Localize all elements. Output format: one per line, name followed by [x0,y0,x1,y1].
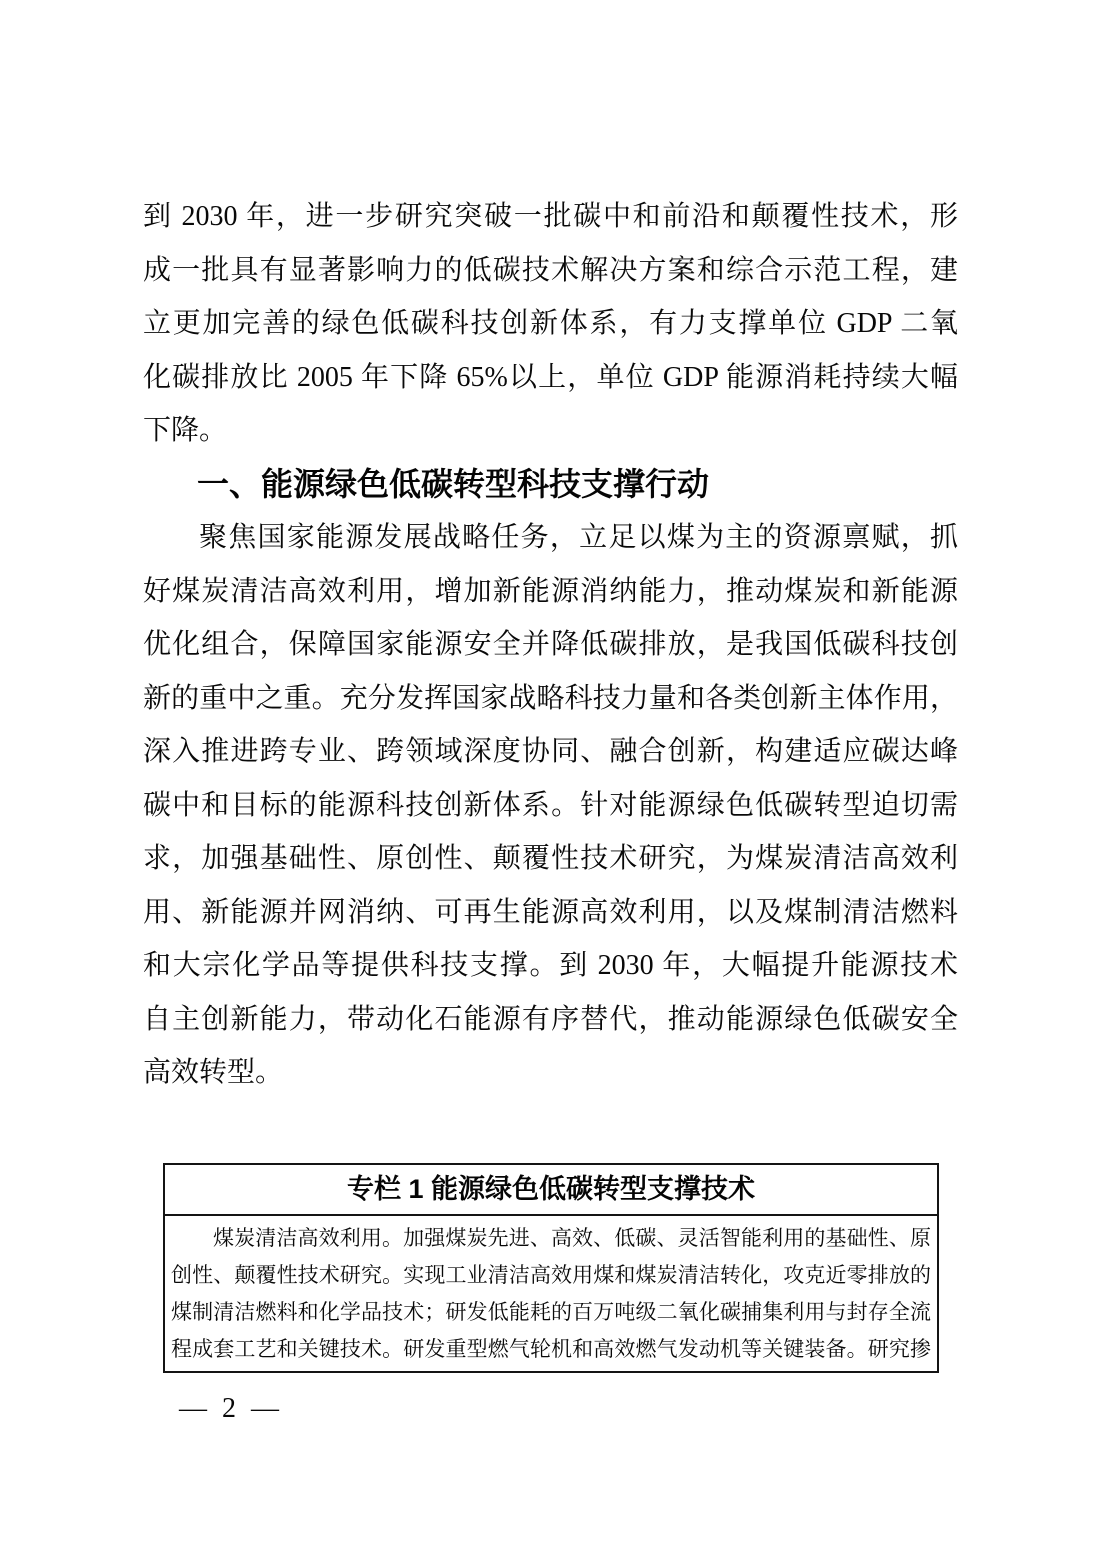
text-line: 求，加强基础性、原创性、颠覆性技术研究，为煤炭清洁高效利 [143,843,958,874]
text-line: 高效转型。 [143,1057,284,1088]
text-line: 深入推进跨专业、跨领域深度协同、融合创新，构建适应碳达峰 [143,736,958,767]
text-line: 碳中和目标的能源科技创新体系。针对能源绿色低碳转型迫切需 [143,789,958,821]
text-line: 用、新能源并网消纳、可再生能源高效利用，以及煤制清洁燃料 [143,896,958,928]
text-line: 立更加完善的绿色低碳科技创新体系，有力支撑单位 GDP 二氧 [143,308,958,339]
page-number: — 2 — [179,1392,279,1424]
text-line: 到 2030 年，进一步研究突破一批碳中和前沿和颠覆性技术，形 [143,201,958,232]
text-line: 好煤炭清洁高效利用，增加新能源消纳能力，推动煤炭和新能源 [143,575,958,607]
section-1-heading: 一、能源绿色低碳转型科技支撑行动 [197,465,710,502]
text-line: 下降。 [143,415,228,446]
column-box-body [165,1216,937,1371]
text-line: 优化组合，保障国家能源安全并降低碳排放，是我国低碳科技创 [143,629,958,660]
text-line: 成一批具有显著影响力的低碳技术解决方案和综合示范工程，建 [143,254,958,286]
text-line: 聚焦国家能源发展战略任务，立足以煤为主的资源禀赋，抓 [199,522,958,553]
text-line: 和大宗化学品等提供科技支撑。到 2030 年，大幅提升能源技术 [143,950,958,981]
text-line: 新的重中之重。充分发挥国家战略科技力量和各类创新主体作用， [143,682,958,714]
box-text-line: 煤炭清洁高效利用。加强煤炭先进、高效、低碳、灵活智能利用的基础性、原 [213,1225,931,1250]
box-text-line: 煤制清洁燃料和化学品技术；研发低能耗的百万吨级二氧化碳捕集利用与封存全流 [171,1299,931,1324]
page-content [143,190,958,1428]
box-text-line: 程成套工艺和关键技术。研发重型燃气轮机和高效燃气发动机等关键装备。研究掺 [171,1336,931,1361]
column-box-1 [163,1163,939,1373]
paragraph-1 [143,190,958,458]
paragraph-2 [143,511,958,1100]
box-text-line: 创性、颠覆性技术研究。实现工业清洁高效用煤和煤炭清洁转化，攻克近零排放的 [171,1262,931,1287]
text-line: 自主创新能力，带动化石能源有序替代，推动能源绿色低碳安全 [143,1003,958,1035]
column-box-title: 专栏 1 能源绿色低碳转型支撑技术 [165,1165,937,1216]
text-line: 化碳排放比 2005 年下降 65%以上，单位 GDP 能源消耗持续大幅 [143,361,958,393]
